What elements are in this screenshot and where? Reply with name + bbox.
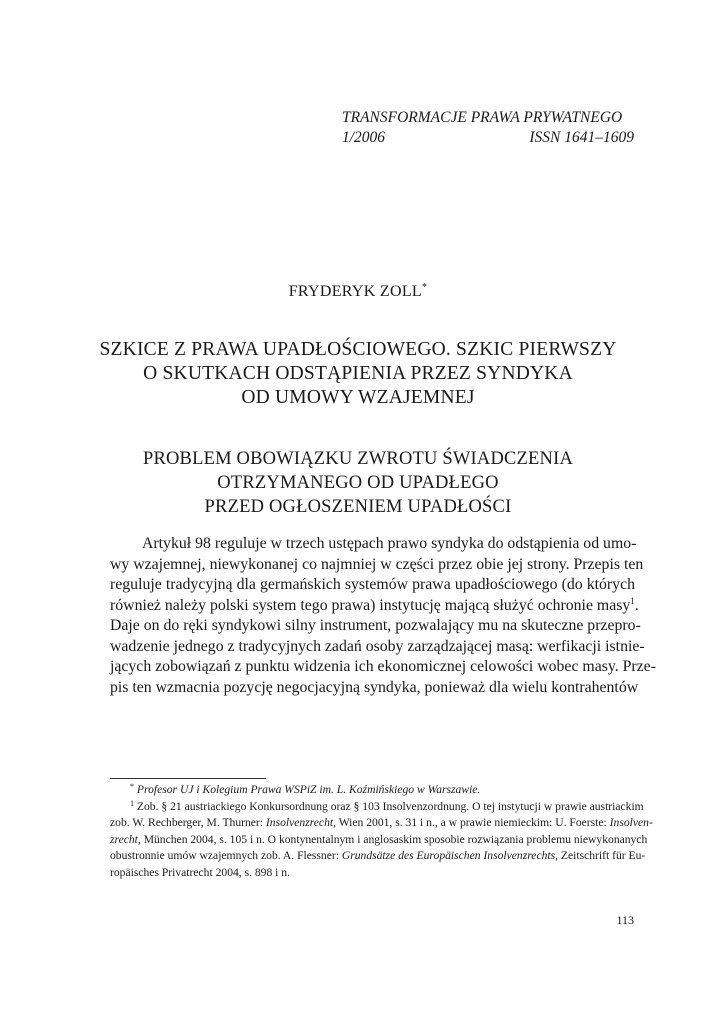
footnote-1-line bbox=[110, 798, 644, 816]
footnote-text: , Zeitschrift für Eu- bbox=[555, 849, 646, 862]
page-number: 113 bbox=[616, 913, 634, 927]
body-line-punct: . bbox=[634, 596, 639, 614]
author-name: FRYDERYK ZOLL bbox=[288, 283, 422, 300]
section-heading-line: PRZED OGŁOSZENIEM UPADŁOŚCI bbox=[204, 497, 512, 517]
journal-name: TRANSFORMACJE PRAWA PRYWATNEGO bbox=[342, 109, 623, 126]
footnote-ref: 1 bbox=[630, 595, 635, 606]
title-line: O SKUTKACH ODSTĄPIENIA PRZEZ SYNDYKA bbox=[143, 363, 573, 384]
journal-issue-row bbox=[342, 128, 634, 148]
body-line: pis ten wzmacnia pozycję negocjacyjną syndyka, ponieważ dla wielu kontrahentów bbox=[110, 678, 639, 696]
footnote-marker: 1 bbox=[130, 798, 134, 808]
footnote-italic: zrecht bbox=[110, 832, 138, 846]
body-line: wy wzajemnej, niewykonanej co najmniej w części przez obie jej strony. Przepis ten bbox=[110, 555, 644, 573]
footnote-1-line: ropäisches Privatrecht 2004, s. 898 i n. bbox=[110, 865, 290, 879]
footnote-author bbox=[110, 782, 635, 799]
section-heading-line: OTRZYMANEGO OD UPADŁEGO bbox=[217, 473, 499, 493]
footnote-1-line bbox=[110, 815, 653, 832]
section-heading-line: PROBLEM OBOWIĄZKU ZWROTU ŚWIADCZENIA bbox=[142, 449, 574, 469]
footnote-1-line bbox=[110, 832, 648, 849]
journal-issue: 1/2006 bbox=[342, 129, 386, 146]
body-line bbox=[110, 595, 639, 617]
footnote-italic: Grundsätze des Europäischen Insolvenzrechts bbox=[341, 849, 556, 862]
footnote-divider bbox=[110, 778, 266, 779]
body-paragraph bbox=[110, 534, 656, 698]
author-footnote-marker: * bbox=[421, 282, 428, 293]
section-heading bbox=[60, 447, 656, 519]
footnote-italic: Insolven- bbox=[609, 816, 653, 829]
body-line-text: również należy polski system tego prawa) instytucję mającą służyć ochronie masy bbox=[110, 596, 631, 614]
article-title bbox=[60, 338, 656, 410]
footnote-text: Zob. § 21 austriackiego Konkursordnung oraz § 103 Insolvenzordnung. O tej instytucji w prawie austriackim bbox=[136, 799, 644, 813]
journal-issn: ISSN 1641–1609 bbox=[529, 129, 634, 146]
footnote-text: , München 2004, s. 105 i n. O kontynentalnym i anglosaskim sposobie rozwiązania problemu niewykonanych bbox=[137, 832, 648, 846]
journal-header bbox=[342, 108, 634, 148]
footnote-italic: Insolvenzrecht bbox=[265, 816, 334, 829]
footnote-text: obustronnie umów wzajemnych zob. A. Flessner: bbox=[110, 849, 342, 862]
footnote-text: , Wien 2001, s. 31 i n., a w prawie niemieckim: U. Foerste: bbox=[333, 816, 610, 829]
footnote-author-text: Profesor UJ i Kolegium Prawa WSPiZ im. L. Koźmińskiego w Warszawie. bbox=[136, 783, 481, 796]
title-line: OD UMOWY WZAJEMNEJ bbox=[241, 387, 475, 408]
body-line: jących zobowiązań z punktu widzenia ich ekonomicznej celowości wobec masy. Prze- bbox=[110, 658, 656, 675]
title-line: SZKICE Z PRAWA UPADŁOŚCIOWEGO. SZKIC PIERWSZY bbox=[99, 339, 617, 360]
footnote-text: zob. W. Rechberger, M. Thurner: bbox=[110, 816, 266, 829]
author bbox=[0, 283, 716, 301]
footnote-1-line bbox=[110, 848, 646, 865]
body-line: wadzenie jednego z tradycyjnych zadań osoby zarządzającej masą: werfikacji istnie- bbox=[110, 637, 645, 655]
body-line: Artykuł 98 reguluje w trzech ustępach prawo syndyka do odstąpienia od umo- bbox=[142, 535, 637, 552]
footnotes bbox=[110, 782, 653, 881]
body-line: Daje on do ręki syndykowi silny instrument, pozwalający mu na skuteczne przepro- bbox=[110, 617, 641, 634]
footnote-marker: * bbox=[130, 782, 134, 791]
body-line: reguluje tradycyjną dla germańskich systemów prawa upadłościowego (do których bbox=[110, 576, 635, 593]
